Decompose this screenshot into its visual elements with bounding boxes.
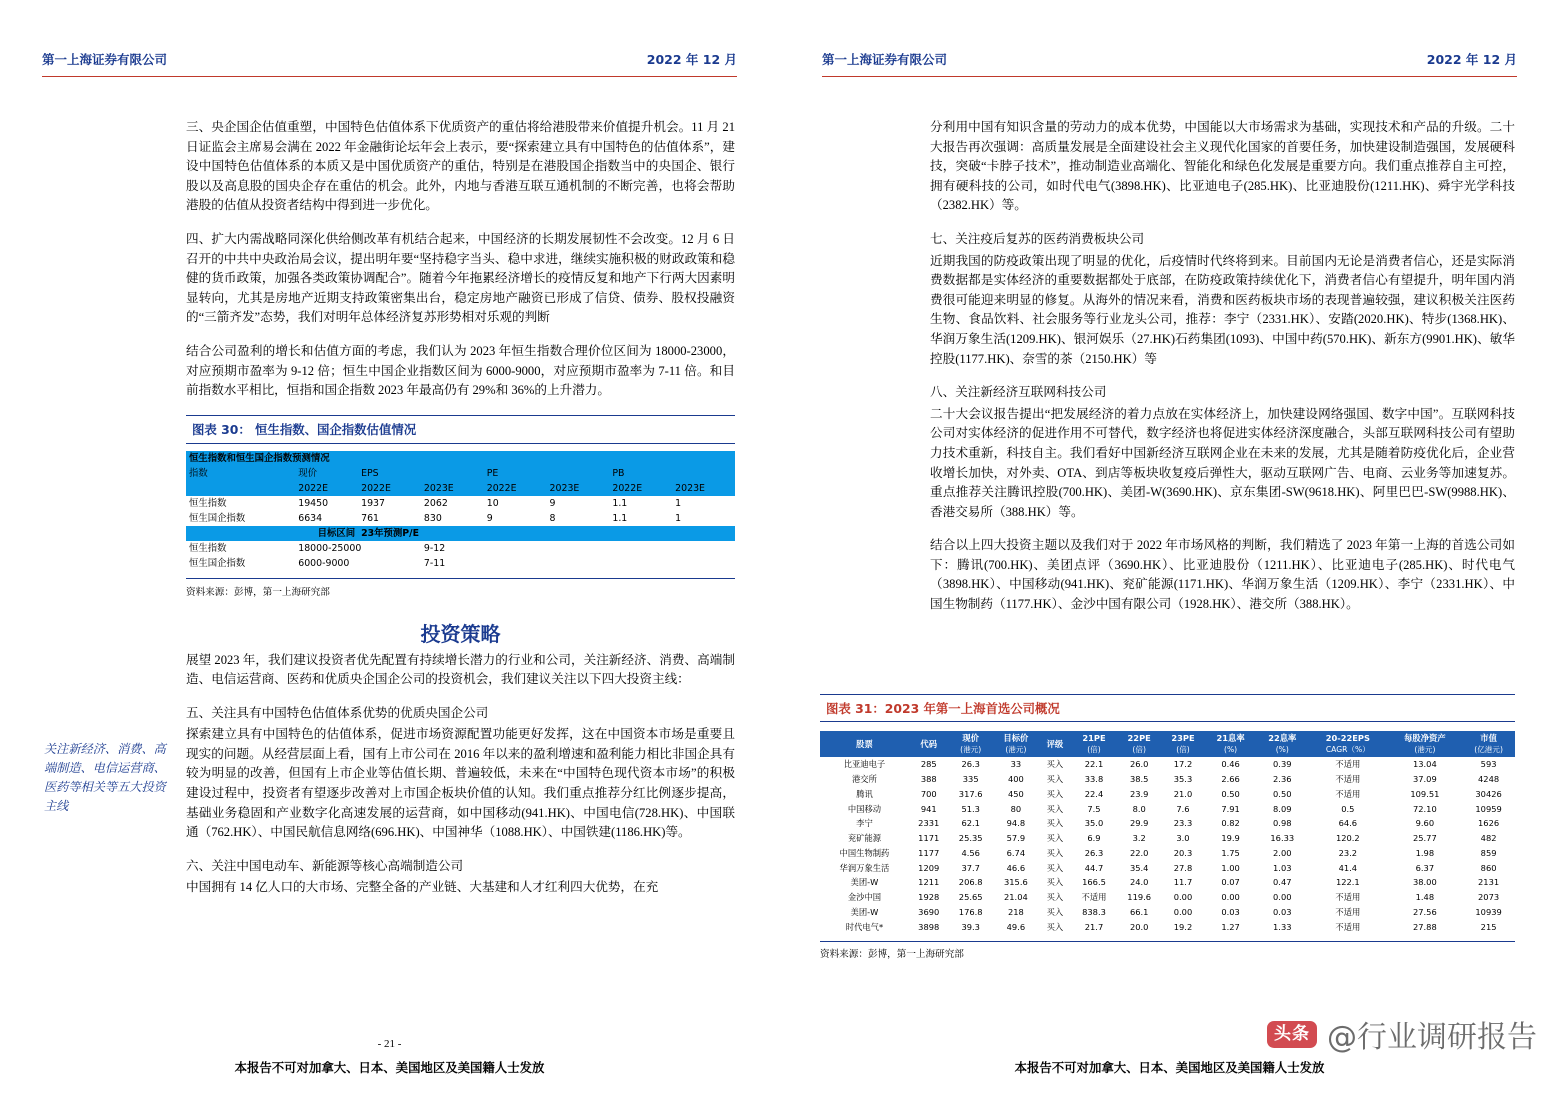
table-row xyxy=(820,801,1515,816)
t31-r8-c3: 315.6 xyxy=(1004,877,1028,888)
t31-r11-c11: 27.88 xyxy=(1412,921,1437,932)
t30-sub-0 xyxy=(186,481,295,496)
table-row xyxy=(186,541,735,556)
t31-h6: 22PE (倍) xyxy=(1117,731,1161,757)
t31-r0-c0: 比亚迪电子 xyxy=(843,759,886,770)
t31-r2-c12: 30426 xyxy=(1475,788,1502,799)
t31-r9-c10: 不适用 xyxy=(1335,892,1361,903)
t31-r2-c10: 不适用 xyxy=(1335,788,1361,799)
t31-h4: 评级 xyxy=(1039,731,1071,757)
t31-r2-c11: 109.51 xyxy=(1410,788,1440,799)
t30-r0-c2: 1937 xyxy=(361,498,385,510)
t31-r11-c4: 买入 xyxy=(1046,921,1064,932)
t31-h2: 现价 (港元) xyxy=(949,731,993,757)
section-8-body: 二十大会议报告提出“把发展经济的着力点放在实体经济上，加快建设网络强国、数字中国”。互联网科技公司对实体经济的促进作用不可替代，数字经济也将促进实体经济深度融合，头部互联网科技公司有望助力技术重新，科技自主。我们看好中国新经济互联网企业在未来的发展，尤其是随着防疫优化后，企业营收增长加快，对外卖、OTA、到店等板块收复疫后弹性大，驱动互联网广告、电商、云业务等加速复苏。重点推荐关注腾讯控股(700.HK)、美团-W(3690.HK)、京东集团-SW(9618.HK)、阿里巴巴-SW(9988.HK)、香港交易所（388.HK）等。 xyxy=(930,406,1515,519)
t31-r0-c2: 26.3 xyxy=(961,759,980,770)
t31-r6-c3: 6.74 xyxy=(1006,847,1026,858)
t31-r7-c4: 买入 xyxy=(1046,862,1064,873)
t31-r9-c7: 0.00 xyxy=(1173,892,1193,903)
table-row xyxy=(820,816,1515,831)
t30-t0-c1: 18000-25000 xyxy=(298,543,362,555)
t31-header-row xyxy=(820,731,1515,757)
t30-r1-c2: 761 xyxy=(361,513,380,525)
t31-r5-c3: 57.9 xyxy=(1006,833,1026,844)
t31-r1-c6: 38.5 xyxy=(1129,773,1149,784)
table-row xyxy=(820,905,1515,920)
t31-r5-c11: 25.77 xyxy=(1412,833,1437,844)
t31-r7-c1: 1209 xyxy=(918,862,940,873)
section-6-body: 中国拥有 14 亿人口的大市场、完整全备的产业链、大基建和人才红利四大优势，在充 xyxy=(186,880,659,895)
t31-r9-c8: 0.00 xyxy=(1221,892,1240,903)
t30-col-2: EPS xyxy=(361,468,379,480)
t30-r0-c5: 9 xyxy=(549,498,556,510)
t31-r9-c0: 金沙中国 xyxy=(847,892,882,903)
watermark-badge: 头条 xyxy=(1267,1021,1317,1048)
t31-r2-c9: 0.50 xyxy=(1273,788,1292,799)
t31-r1-c12: 4248 xyxy=(1478,773,1500,784)
t31-r7-c8: 1.00 xyxy=(1221,862,1240,873)
t31-r2-c2: 317.6 xyxy=(958,788,983,799)
t30-t0-c2: 9-12 xyxy=(423,543,446,555)
t31-r5-c8: 19.9 xyxy=(1221,833,1240,844)
t31-h9: 22息率 (%) xyxy=(1256,731,1308,757)
t30-col-3 xyxy=(421,466,484,481)
t31-r11-c3: 49.6 xyxy=(1006,921,1026,932)
table-row xyxy=(820,831,1515,846)
section-5-body: 探索建立具有中国特色的估值体系，促进市场资源配置功能更好发挥，这在中国资本市场是重要且现实的问题。从经营层面上看，国有上市公司在 2016 年以来的盈利增速和盈利能力相比非国企具有较为明显的改善，但国有上市企业等估值长期、普遍较低，未来在“中国特色现代资本市场”的积极建设过程中，投资者有望逐步改善对上市国企板块价值的认知。我们重点推荐分红比例逐步提高，基础业务稳固和产业数字化高速发展的运营商，如中国移动(941.HK)、中国电信(728.HK)、中国联通（762.HK）、中国民航信息网络(696.HK)、中国神华（1088.HK）、中国铁建(1186.HK)等。 xyxy=(186,727,735,840)
t31-r11-c12: 215 xyxy=(1480,921,1497,932)
watermark-text: @行业调研报告 xyxy=(1327,1020,1537,1055)
t31-r2-c0: 腾讯 xyxy=(856,788,873,799)
t31-r4-c11: 9.60 xyxy=(1415,818,1435,829)
section-5-title: 五、关注具有中国特色估值体系优势的优质央国企公司 xyxy=(186,705,489,720)
table-row xyxy=(186,511,735,526)
t31-r5-c9: 16.33 xyxy=(1270,833,1295,844)
table-row xyxy=(820,890,1515,905)
t31-r0-c4: 买入 xyxy=(1046,759,1064,770)
t31-r11-c5: 21.7 xyxy=(1084,921,1104,932)
t31-r8-c7: 11.7 xyxy=(1173,877,1193,888)
t31-r5-c4: 买入 xyxy=(1046,833,1064,844)
t31-r4-c8: 0.82 xyxy=(1221,818,1240,829)
t30-r1-c7: 1 xyxy=(675,513,682,525)
paragraph-manufacturing: 分利用中国有知识含量的劳动力的成本优势，中国能以大市场需求为基础，实现技术和产品的升级。二十大报告再次强调：高质量发展是全面建设社会主义现代化国家的首要任务，加快建设制造强国，发展硬科技，突破“卡脖子技术”，推动制造业高端化、智能化和绿色化发展是重要方向。我们重点推荐自主可控，拥有硬科技的公司，如时代电气(3898.HK)、比亚迪电子(285.HK)、比亚迪股份(1211.HK)、舜宇光学科技（2382.HK）等。 xyxy=(930,120,1515,213)
t31-r8-c0: 美团-W xyxy=(850,877,879,888)
t31-r4-c12: 1626 xyxy=(1478,818,1500,829)
table-row xyxy=(186,496,735,511)
t31-r1-c9: 2.36 xyxy=(1273,773,1292,784)
t31-r3-c5: 7.5 xyxy=(1087,803,1101,814)
t31-r6-c8: 1.75 xyxy=(1221,847,1240,858)
t31-r8-c6: 24.0 xyxy=(1129,877,1149,888)
t30-sub-3: 2023E xyxy=(423,483,454,495)
t31-r10-c1: 3690 xyxy=(918,907,940,917)
table-row xyxy=(186,556,735,571)
t31-r3-c3: 80 xyxy=(1010,803,1022,814)
t31-r0-c10: 不适用 xyxy=(1335,759,1361,770)
t31-r5-c7: 3.0 xyxy=(1176,833,1190,844)
footer-disclaimer: 本报告不可对加拿大、日本、美国地区及美国籍人士发放 xyxy=(234,1060,545,1075)
t31-r2-c6: 23.9 xyxy=(1129,788,1149,799)
t30-r1-c3: 830 xyxy=(423,513,442,525)
t31-r2-c1: 700 xyxy=(920,788,937,799)
t31-r7-c6: 35.4 xyxy=(1129,862,1149,873)
t31-h1: 代码 xyxy=(909,731,949,757)
t31-h11: 每股净资产 (港元) xyxy=(1388,731,1463,757)
t31-r7-c2: 37.7 xyxy=(961,862,980,873)
t31-r10-c12: 10939 xyxy=(1475,907,1502,917)
t31-r6-c7: 20.3 xyxy=(1173,847,1193,858)
table-row xyxy=(820,846,1515,861)
t31-r3-c1: 941 xyxy=(920,803,937,814)
t31-r10-c4: 买入 xyxy=(1046,907,1064,917)
t31-r5-c1: 1171 xyxy=(918,833,940,844)
t30-col-1: 现价 xyxy=(298,468,318,480)
watermark xyxy=(1267,1012,1537,1056)
t31-r1-c2: 335 xyxy=(962,773,979,784)
paragraph-valuation: 结合公司盈利的增长和估值方面的考虑，我们认为 2023 年恒生指数合理价位区间为 18000-23000，对应预期市盈率为 9-12 倍；恒生中国企业指数区间为 6000-9000，对应预期市盈率为 7-11 倍。和目前指数水平相比，恒指和国企指数 2023 年最高仍有 29%和 36%的上升潜力。 xyxy=(186,343,735,398)
t31-r9-c12: 2073 xyxy=(1478,892,1500,903)
table-row xyxy=(820,772,1515,787)
t31-r5-c2: 25.35 xyxy=(958,833,983,844)
header-date-right: 2022 年 12 月 xyxy=(1426,52,1517,67)
t31-r3-c7: 7.6 xyxy=(1176,803,1190,814)
paragraph-3: 三、央企国企估值重塑，中国特色估值体系下优质资产的重估将给港股带来价值提升机会。11 月 21 日证监会主席易会满在 2022 年金融街论坛年会上表示，要“探索建立具有中国特色的估值体系”，建设中国特色估值体系的本质又是中国优质资产的重估，特别是在港股国企指数当中的央国企、银行股以及高息股的国央企存在重估的机会。此外，内地与香港互联互通机制的不断完善，也将会帮助港股的估值从投资者结构中得到进一步优化。 xyxy=(186,120,735,213)
t31-h8: 21息率 (%) xyxy=(1205,731,1257,757)
t31-r3-c8: 7.91 xyxy=(1221,803,1240,814)
t31-r0-c3: 33 xyxy=(1010,759,1022,770)
t31-r4-c1: 2331 xyxy=(918,818,940,829)
t31-r0-c1: 285 xyxy=(920,759,937,770)
header-rule xyxy=(42,76,737,77)
t31-r3-c0: 中国移动 xyxy=(847,803,882,814)
figure-31-block xyxy=(820,694,1515,960)
t30-sub-6: 2022E xyxy=(612,483,643,495)
t31-r6-c12: 859 xyxy=(1480,847,1497,858)
header-rule-right xyxy=(822,76,1517,77)
t31-r5-c6: 3.2 xyxy=(1132,833,1146,844)
t31-r3-c12: 10959 xyxy=(1475,803,1502,814)
t31-r1-c5: 33.8 xyxy=(1084,773,1104,784)
figure-31-title: 图表 31：2023 年第一上海首选公司概况 xyxy=(820,694,1515,722)
t31-r8-c11: 38.00 xyxy=(1412,877,1437,888)
t31-r8-c2: 206.8 xyxy=(958,877,983,888)
t31-h3: 目标价 (港元) xyxy=(993,731,1039,757)
t31-r7-c12: 860 xyxy=(1480,862,1497,873)
t31-r6-c9: 2.00 xyxy=(1273,847,1292,858)
section-8-title: 八、关注新经济互联网科技公司 xyxy=(930,385,1107,400)
t31-r0-c7: 17.2 xyxy=(1173,759,1193,770)
t31-r7-c10: 41.4 xyxy=(1338,862,1358,873)
page-header-left xyxy=(42,50,737,68)
t31-r11-c0: 时代电气* xyxy=(845,921,884,932)
t31-r6-c4: 买入 xyxy=(1046,847,1064,858)
t31-r9-c5: 不适用 xyxy=(1081,892,1107,903)
t31-r6-c0: 中国生物制药 xyxy=(839,847,890,858)
t31-r10-c0: 美团-W xyxy=(850,907,879,917)
t31-h10: 20-22EPS CAGR（%） xyxy=(1308,731,1387,757)
top-picks-summary: 结合以上四大投资主题以及我们对于 2022 年市场风格的判断，我们精选了 2023 年第一上海的首选公司如下：腾讯(700.HK)、美团点评（3690.HK）、比亚迪股份（1211.HK）、比亚迪电子(285.HK)、时代电气（3898.HK）、中国移动(941.HK)、兖矿能源(1171.HK)、华润万象生活（1209.HK）、李宁（2331.HK）、中国生物制药（1177.HK）、金沙中国有限公司（1928.HK）、港交所（388.HK）。 xyxy=(930,538,1515,612)
section-6-title: 六、关注中国电动车、新能源等核心高端制造公司 xyxy=(186,858,464,873)
t30-r1-c6: 1.1 xyxy=(612,513,628,525)
figure-30-table xyxy=(186,451,735,571)
t30-t1-c1: 6000-9000 xyxy=(298,558,350,570)
table-row xyxy=(820,920,1515,935)
t31-r11-c1: 3898 xyxy=(918,921,940,932)
t31-r6-c6: 22.0 xyxy=(1129,847,1149,858)
t31-r3-c10: 0.5 xyxy=(1341,803,1355,814)
t31-r8-c8: 0.07 xyxy=(1221,877,1240,888)
footer-page-number: - 21 - xyxy=(377,1038,402,1050)
t30-r0-c3: 2062 xyxy=(423,498,448,510)
t31-r0-c12: 593 xyxy=(1480,759,1497,770)
table-row xyxy=(820,787,1515,802)
t30-col-4: PE xyxy=(486,468,499,480)
t30-band2-0: 目标区间 xyxy=(317,528,356,540)
t31-r3-c9: 8.09 xyxy=(1273,803,1292,814)
right-body xyxy=(930,118,1515,629)
t30-r0-c7: 1 xyxy=(675,498,682,510)
t30-r1-c4: 9 xyxy=(486,513,493,525)
t31-r9-c1: 1928 xyxy=(918,892,940,903)
t31-r11-c7: 19.2 xyxy=(1173,921,1193,932)
t31-r1-c10: 不适用 xyxy=(1335,773,1361,784)
t31-r7-c0: 华润万象生活 xyxy=(839,862,890,873)
t31-r7-c11: 6.37 xyxy=(1415,862,1435,873)
t31-r0-c6: 26.0 xyxy=(1129,759,1149,770)
left-body xyxy=(186,118,735,912)
t31-r8-c12: 2131 xyxy=(1478,877,1500,888)
t31-r5-c0: 兖矿能源 xyxy=(847,833,882,844)
t30-col-6: PB xyxy=(612,468,625,480)
t30-col-7 xyxy=(672,466,735,481)
t31-r9-c6: 119.6 xyxy=(1127,892,1152,903)
t31-r4-c7: 23.3 xyxy=(1173,818,1193,829)
t31-r10-c9: 0.03 xyxy=(1273,907,1292,917)
t30-sub-5: 2023E xyxy=(549,483,580,495)
t30-sub-4: 2022E xyxy=(486,483,517,495)
t30-sub-2: 2022E xyxy=(361,483,391,495)
t30-r0-c6: 1.1 xyxy=(612,498,628,510)
t30-r1-c1: 6634 xyxy=(298,513,323,525)
t31-r1-c1: 388 xyxy=(920,773,937,784)
figure-30-title: 图表 30： 恒生指数、国企指数估值情况 xyxy=(186,415,735,445)
t31-r1-c7: 35.3 xyxy=(1173,773,1193,784)
t31-r10-c3: 218 xyxy=(1007,907,1024,917)
t30-sub-7: 2023E xyxy=(675,483,705,495)
table-row xyxy=(820,875,1515,890)
t31-r1-c4: 买入 xyxy=(1046,773,1064,784)
t31-r0-c5: 22.1 xyxy=(1084,759,1104,770)
t30-t0-c0: 恒生指数 xyxy=(189,543,227,555)
t31-r3-c2: 51.3 xyxy=(961,803,980,814)
strategy-heading: 投资策略 xyxy=(420,621,501,646)
t31-r8-c1: 1211 xyxy=(918,877,940,888)
t31-r0-c9: 0.39 xyxy=(1273,759,1292,770)
t31-r4-c9: 0.98 xyxy=(1273,818,1292,829)
t31-r4-c6: 29.9 xyxy=(1129,818,1149,829)
t31-r1-c3: 400 xyxy=(1007,773,1024,784)
t31-r11-c2: 39.3 xyxy=(961,921,980,932)
t30-r0-c1: 19450 xyxy=(298,498,329,510)
t31-r10-c6: 66.1 xyxy=(1129,907,1149,917)
t31-r9-c9: 0.00 xyxy=(1273,892,1292,903)
figure-30-source: 资料来源：彭博，第一上海研究部 xyxy=(186,578,735,603)
t31-r11-c9: 1.33 xyxy=(1273,921,1292,932)
footer-disclaimer-right: 本报告不可对加拿大、日本、美国地区及美国籍人士发放 xyxy=(1014,1060,1325,1075)
t31-r4-c4: 买入 xyxy=(1046,818,1064,829)
table30-band-title: 恒生指数和恒生国企指数预测情况 xyxy=(186,451,735,466)
t31-r10-c10: 不适用 xyxy=(1335,907,1361,917)
t31-r9-c11: 1.48 xyxy=(1415,892,1435,903)
t31-r5-c12: 482 xyxy=(1480,833,1497,844)
t31-r5-c5: 6.9 xyxy=(1087,833,1101,844)
figure-31-table xyxy=(820,731,1515,934)
t30-r0-c0: 恒生指数 xyxy=(189,498,227,510)
t31-r4-c3: 94.8 xyxy=(1006,818,1026,829)
t30-r1-c5: 8 xyxy=(549,513,556,525)
side-note: 关注新经济、消费、高端制造、电信运营商、医药等相关等五大投资主线 xyxy=(44,742,166,813)
header-date: 2022 年 12 月 xyxy=(646,52,737,67)
t31-r4-c10: 64.6 xyxy=(1338,818,1358,829)
t30-band2-1: 23年预测P/E xyxy=(361,528,419,540)
t31-r6-c1: 1177 xyxy=(918,847,940,858)
t31-r3-c4: 买入 xyxy=(1046,803,1064,814)
t30-r1-c0: 恒生国企指数 xyxy=(189,513,246,525)
t31-r6-c10: 23.2 xyxy=(1338,847,1358,858)
t31-r11-c6: 20.0 xyxy=(1129,921,1149,932)
t30-t1-c2: 7-11 xyxy=(423,558,446,570)
t31-h7: 23PE (倍) xyxy=(1161,731,1204,757)
header-company-right: 第一上海证券有限公司 xyxy=(822,52,948,67)
t31-r4-c5: 35.0 xyxy=(1084,818,1104,829)
t31-r1-c0: 港交所 xyxy=(851,773,877,784)
t31-r10-c7: 0.00 xyxy=(1173,907,1193,917)
t31-h0: 股票 xyxy=(820,731,909,757)
t31-r3-c6: 8.0 xyxy=(1132,803,1146,814)
t31-r11-c8: 1.27 xyxy=(1221,921,1240,932)
t31-h12: 市值 (亿港元) xyxy=(1462,731,1515,757)
t31-r2-c4: 买入 xyxy=(1046,788,1064,799)
table-row xyxy=(820,757,1515,772)
t31-r11-c10: 不适用 xyxy=(1335,921,1361,932)
page-left xyxy=(0,0,779,1102)
t31-r2-c8: 0.50 xyxy=(1221,788,1240,799)
header-company: 第一上海证券有限公司 xyxy=(42,52,168,67)
t31-r8-c5: 166.5 xyxy=(1082,877,1106,888)
t31-r7-c5: 44.7 xyxy=(1084,862,1104,873)
t31-r0-c11: 13.04 xyxy=(1412,759,1437,770)
t31-r8-c4: 买入 xyxy=(1046,877,1064,888)
t31-r1-c8: 2.66 xyxy=(1221,773,1240,784)
t31-r5-c10: 120.2 xyxy=(1335,833,1360,844)
t30-sub-1: 2022E xyxy=(298,483,329,495)
t30-col-5 xyxy=(547,466,610,481)
t30-t1-c0: 恒生国企指数 xyxy=(189,558,246,570)
t31-r9-c3: 21.04 xyxy=(1004,892,1028,903)
t31-r1-c11: 37.09 xyxy=(1412,773,1437,784)
t31-r4-c0: 李宁 xyxy=(856,818,873,829)
section-7-body: 近期我国的防疫政策出现了明显的优化，后疫情时代终将到来。目前国内无论是消费者信心，还是实际消费数据都是实体经济的重要数据都处于底部，在防疫政策持续优化下，消费者信心有望提升，明年国内消费很可能迎来明显的修复。从海外的情况来看，消费和医药板块市场的表现普遍较强，建议积极关注医药生物、食品饮料、社会服务等行业龙头公司，推荐：李宁（2331.HK）、安踏(2020.HK)、特步(1368.HK)、华润万象生活(1209.HK)、银河娱乐（27.HK)石药集团(1093)、中国中药(570.HK)、新东方(9901.HK)、敏华控股(1177.HK)、奈雪的茶（2150.HK）等 xyxy=(930,253,1515,366)
section-7-title: 七、关注疫后复苏的医药消费板块公司 xyxy=(930,231,1145,246)
t31-r7-c3: 46.6 xyxy=(1006,862,1026,873)
t31-r10-c2: 176.8 xyxy=(958,907,983,917)
t31-r8-c9: 0.47 xyxy=(1273,877,1292,888)
t31-r6-c11: 1.98 xyxy=(1415,847,1435,858)
t31-r8-c10: 122.1 xyxy=(1335,877,1360,888)
t31-r0-c8: 0.46 xyxy=(1221,759,1240,770)
page-right xyxy=(780,0,1559,1102)
t31-r10-c8: 0.03 xyxy=(1221,907,1240,917)
t31-r10-c11: 27.56 xyxy=(1412,907,1437,917)
paragraph-4: 四、扩大内需战略同深化供给侧改革有机结合起来，中国经济的长期发展韧性不会改变。12 月 6 日召开的中共中央政治局会议，提出明年要“坚持稳字当头、稳中求进，继续实施积极的财政政策和稳健的货币政策，加强各类政策协调配合”。随着今年拖累经济增长的疫情反复和地产下行两大因素明显转向，尤其是房地产近期支持政策密集出台，稳定房地产融资已形成了信贷、债券、股权投融资的“三箭齐发”态势，我们对明年总体经济复苏形势相对乐观的判断 xyxy=(186,231,735,325)
t31-h5: 21PE (倍) xyxy=(1071,731,1117,757)
t31-r3-c11: 72.10 xyxy=(1412,803,1437,814)
t31-r9-c4: 买入 xyxy=(1046,892,1064,903)
t31-r2-c5: 22.4 xyxy=(1084,788,1104,799)
t31-r2-c3: 450 xyxy=(1007,788,1024,799)
t31-r7-c7: 27.8 xyxy=(1173,862,1193,873)
t31-r2-c7: 21.0 xyxy=(1173,788,1193,799)
t30-r0-c4: 10 xyxy=(486,498,499,510)
figure-31-source: 资料来源：彭博，第一上海研究部 xyxy=(820,941,1515,960)
t31-r4-c2: 62.1 xyxy=(961,818,980,829)
t30-col-0: 指数 xyxy=(189,468,208,480)
page-header-right xyxy=(822,50,1517,68)
t31-r9-c2: 25.65 xyxy=(958,892,983,903)
table-row xyxy=(820,860,1515,875)
t31-r10-c5: 838.3 xyxy=(1082,907,1106,917)
t31-r6-c5: 26.3 xyxy=(1084,847,1104,858)
t31-r6-c2: 4.56 xyxy=(961,847,980,858)
strategy-intro: 展望 2023 年，我们建议投资者优先配置有持续增长潜力的行业和公司，关注新经济、消费、高端制造、电信运营商、医药和优质央企国企公司的投资机会，我们建议关注以下四大投资主线： xyxy=(186,652,735,687)
t31-r7-c9: 1.03 xyxy=(1273,862,1292,873)
